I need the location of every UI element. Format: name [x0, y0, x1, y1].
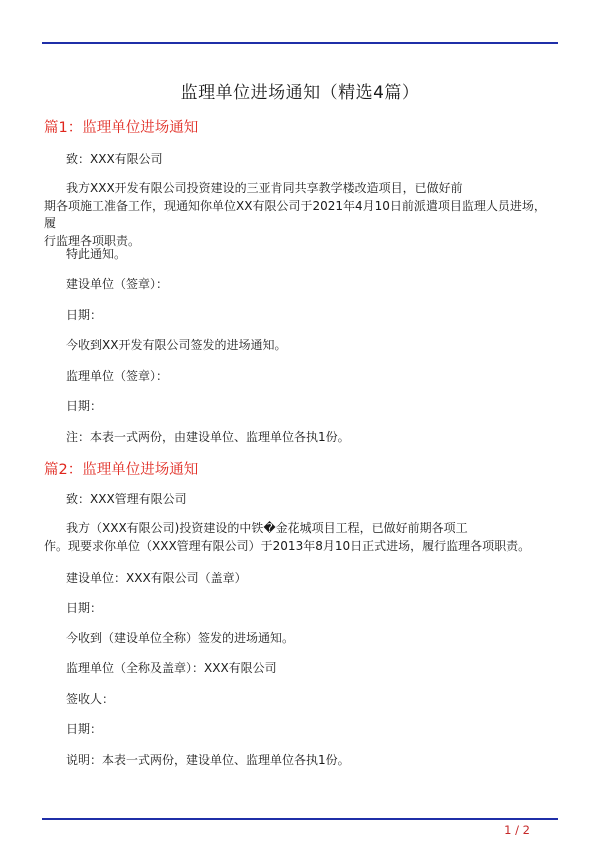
section-1-body-line-2: 期各项施工准备工作，现通知你单位XX有限公司于2021年4月10日前派遣项目监理人员进场，履: [44, 198, 546, 230]
section-1-notice: 特此通知。: [66, 247, 127, 261]
section-2-body-line-2: 作。现要求你单位（XXX管理有限公司）于2013年8月10日正式进场，履行监理各项职责。: [44, 538, 531, 553]
section-1-date-1: 日期：: [66, 308, 103, 322]
section-2-receipt: 今收到（建设单位全称）签发的进场通知。: [66, 631, 295, 645]
top-rule: [42, 42, 558, 44]
section-2-supervisor: 监理单位（全称及盖章）：XXX有限公司: [66, 661, 277, 675]
section-2-builder: 建设单位：XXX有限公司（盖章）: [66, 571, 247, 585]
section-1-body-line-1: 我方XXX开发有限公司投资建设的三亚肯同共享教学楼改造项目，已做好前: [66, 181, 463, 195]
section-1-receipt: 今收到XX开发有限公司签发的进场通知。: [66, 338, 287, 352]
section-2-signer: 签收人：: [66, 692, 115, 706]
section-1-builder-sign: 建设单位（签章）：: [66, 277, 169, 291]
section-2-body: [44, 520, 554, 555]
section-2-body-line-1: 我方（XXX有限公司)投资建设的中铁�金花城项目工程，已做好前期各项工: [66, 521, 468, 535]
page-indicator: 1 / 2: [504, 823, 530, 837]
section-1-heading: 篇1：监理单位进场通知: [44, 120, 199, 136]
section-1-body-line-3: 行监理各项职责。: [44, 233, 141, 248]
section-2-date-1: 日期：: [66, 601, 103, 615]
section-2-note: 说明：本表一式两份，建设单位、监理单位各执1份。: [66, 753, 350, 767]
section-1-date-2: 日期：: [66, 399, 103, 413]
bottom-rule: [42, 818, 558, 820]
section-1-recipient: 致：XXX有限公司: [66, 152, 163, 166]
section-2-date-2: 日期：: [66, 722, 103, 736]
section-1-supervisor-sign: 监理单位（签章）：: [66, 369, 169, 383]
section-2-heading: 篇2：监理单位进场通知: [44, 462, 199, 478]
document-title: 监理单位进场通知（精选4篇）: [180, 83, 420, 103]
section-1-body: [44, 180, 554, 250]
section-1-note: 注：本表一式两份，由建设单位、监理单位各执1份。: [66, 430, 350, 444]
section-2-recipient: 致：XXX管理有限公司: [66, 492, 187, 506]
